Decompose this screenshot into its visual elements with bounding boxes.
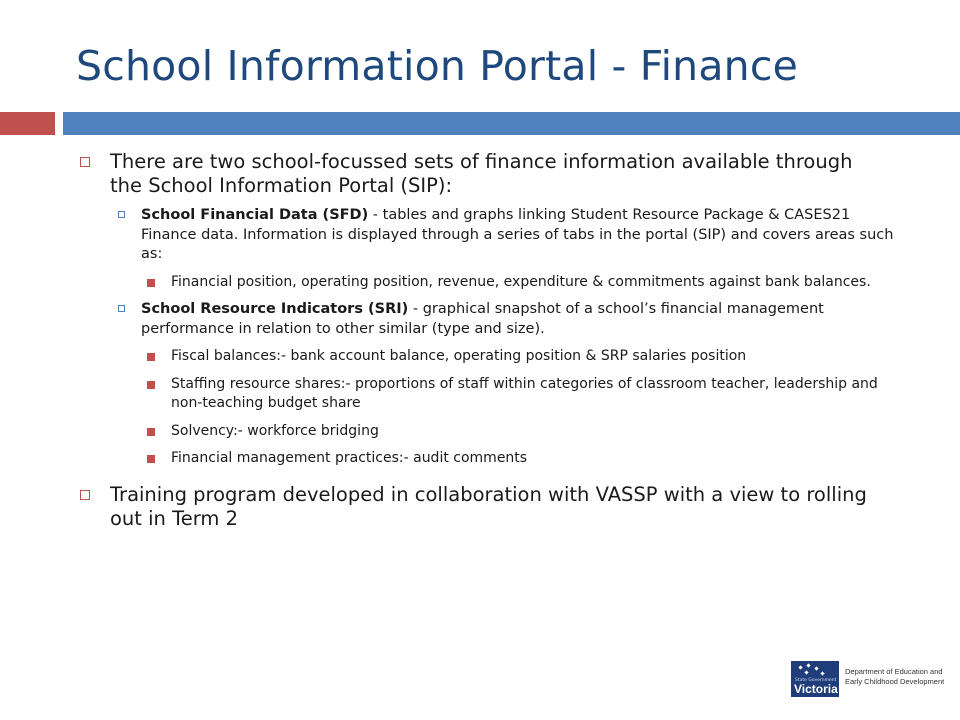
bullet-training (110, 483, 890, 531)
sri-heading: School Resource Indicators (SRI) (141, 301, 409, 317)
department-name (845, 667, 944, 687)
victoria-wordmark: Victoria (794, 682, 838, 696)
sri-text: - graphical snapshot of a school’s financial management performance in relation to other similar (type and size). (141, 301, 824, 337)
department-name-line-1: Department of Education and (845, 667, 943, 676)
filled-square-bullet-icon (147, 381, 155, 389)
bullet-sri (141, 300, 901, 339)
sri-item-text: Financial management practices:- audit comments (171, 450, 528, 466)
title-band-blue (63, 112, 960, 135)
bullet-intro (110, 150, 890, 198)
department-name-line-2: Early Childhood Development (845, 677, 945, 686)
sri-item-staffing (171, 375, 891, 414)
victoria-crest-icon (791, 661, 839, 697)
sri-item-fiscal (171, 347, 891, 367)
sri-item-text: Fiscal balances:- bank account balance, operating position & SRP salaries position (171, 348, 747, 364)
sri-item-solvency (171, 422, 891, 442)
sfd-heading: School Financial Data (SFD) (141, 207, 369, 223)
square-bullet-icon (80, 490, 90, 500)
sri-item-practices (171, 449, 891, 469)
sri-item-text: Solvency:- workforce bridging (171, 422, 379, 439)
filled-square-bullet-icon (147, 455, 155, 463)
sfd-text: - tables and graphs linking Student Resource Package & CASES21 Finance data. Information is displayed through a series of tabs in the portal (SIP) and covers areas such as: (141, 207, 894, 262)
bullet-intro-text: There are two school-focussed sets of finance information available through the School Information Portal (SIP): (110, 150, 853, 197)
slide-title: School Information Portal - Finance (76, 42, 799, 90)
title-band-red (0, 112, 55, 135)
slide-body (0, 150, 960, 539)
bullet-sfd (141, 206, 901, 265)
sfd-item-text: Financial position, operating position, revenue, expenditure & commitments against bank balances. (171, 273, 871, 290)
filled-square-bullet-icon (147, 353, 155, 361)
square-bullet-icon (118, 211, 125, 218)
sri-item-text: Staffing resource shares:- proportions of staff within categories of classroom teacher, leadership and non-teaching budget share (171, 375, 878, 411)
state-government-label: State Government (795, 678, 837, 683)
square-bullet-icon (80, 157, 90, 167)
filled-square-bullet-icon (147, 279, 155, 287)
sfd-item (171, 273, 891, 293)
square-bullet-icon (118, 305, 125, 312)
department-logo (791, 661, 945, 697)
filled-square-bullet-icon (147, 428, 155, 436)
bullet-training-text: Training program developed in collaboration with VASSP with a view to rolling out in Term 2 (110, 482, 867, 530)
